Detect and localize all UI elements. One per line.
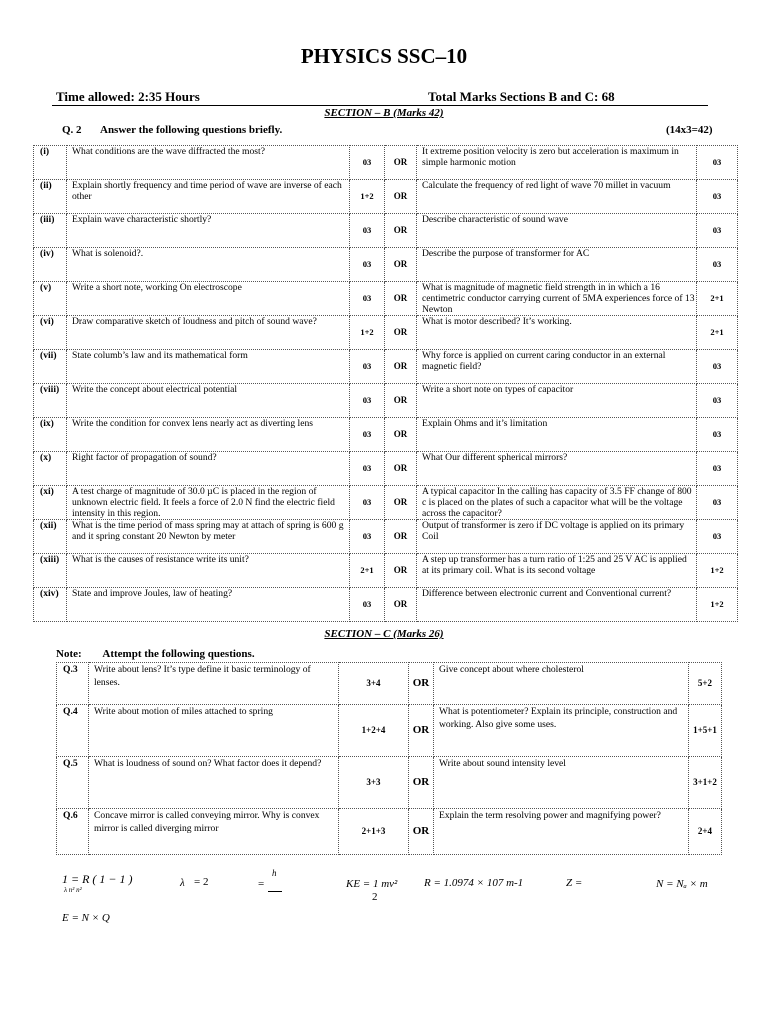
formula-h: h: [272, 868, 277, 878]
question-marks: 03: [350, 214, 385, 248]
question-text: Write a short note, working On electroscope: [67, 282, 350, 316]
question-marks: 03: [350, 486, 385, 520]
alternative-question-text: Explain Ohms and it’s limitation: [417, 418, 697, 452]
alternative-question-text: Give concept about where cholesterol: [434, 663, 689, 705]
question-number: Q.5: [57, 757, 89, 809]
question-row: [34, 248, 738, 282]
question-text: A test charge of magnitude of 30.0 µC is placed in the region of unknown electric field. It feels a force of 2.0 N find the electric field intensity in this region.: [67, 486, 350, 520]
question-text: Explain shortly frequency and time period of wave are inverse of each other: [67, 180, 350, 214]
question-number: (x): [34, 452, 67, 486]
question-marks: 1+2+4: [339, 705, 409, 757]
question-text: Right factor of propagation of sound?: [67, 452, 350, 486]
alternative-marks: 03: [697, 180, 738, 214]
question-marks: 03: [350, 418, 385, 452]
time-allowed: Time allowed: 2:35 Hours: [56, 89, 200, 104]
question-row: [57, 705, 722, 757]
alternative-marks: 5+2: [689, 663, 722, 705]
question-row: [34, 588, 738, 622]
alternative-marks: 03: [697, 486, 738, 520]
question-number: (viii): [34, 384, 67, 418]
question-number: (iv): [34, 248, 67, 282]
question-text: Write about lens? It’s type define it basic terminology of lenses.: [89, 663, 339, 705]
question-text: Write the concept about electrical potential: [67, 384, 350, 418]
question-number: (v): [34, 282, 67, 316]
alternative-marks: 2+4: [689, 809, 722, 855]
formula-eq-sign: =: [258, 878, 265, 890]
question-text: What is the causes of resistance write its unit?: [67, 554, 350, 588]
question-text: State columb’s law and its mathematical form: [67, 350, 350, 384]
alternative-question-text: It extreme position velocity is zero but acceleration is maximum in simple harmonic motion: [417, 146, 697, 180]
question-marks: 03: [350, 588, 385, 622]
q2-number: Q. 2: [62, 124, 82, 136]
or-label: OR: [385, 418, 417, 452]
question-marks: 1+2: [350, 316, 385, 350]
alternative-marks: 03: [697, 520, 738, 554]
formula-rydberg-sub: λ n² n²: [64, 886, 82, 894]
question-number: (xiii): [34, 554, 67, 588]
question-number: (vi): [34, 316, 67, 350]
question-number: (ii): [34, 180, 67, 214]
question-text: What is the time period of mass spring may at attach of spring is 600 g and it spring constant 20 Newton by meter: [67, 520, 350, 554]
alternative-marks: 1+5+1: [689, 705, 722, 757]
or-label: OR: [385, 486, 417, 520]
alternative-question-text: What is potentiometer? Explain its principle, construction and working. Also give some uses.: [434, 705, 689, 757]
question-row: [34, 554, 738, 588]
alternative-marks: 1+2: [697, 554, 738, 588]
question-row: [34, 452, 738, 486]
or-label: OR: [385, 350, 417, 384]
formula-r-value: R = 1.0974 × 107 m-1: [424, 877, 524, 889]
question-row: [57, 757, 722, 809]
alternative-marks: 03: [697, 384, 738, 418]
question-number: (xii): [34, 520, 67, 554]
question-row: [34, 180, 738, 214]
alternative-question-text: Explain the term resolving power and magnifying power?: [434, 809, 689, 855]
or-label: OR: [385, 588, 417, 622]
total-marks: Total Marks Sections B and C: 68: [428, 89, 615, 104]
question-marks: 03: [350, 248, 385, 282]
question-marks: 1+2: [350, 180, 385, 214]
question-row: [34, 486, 738, 520]
section-c-heading: SECTION – C (Marks 26): [324, 628, 444, 640]
q2-instruction: Answer the following questions briefly.: [100, 124, 283, 136]
alternative-marks: 03: [697, 214, 738, 248]
question-text: What is solenoid?.: [67, 248, 350, 282]
question-number: (xi): [34, 486, 67, 520]
question-text: What is loudness of sound on? What factor does it depend?: [89, 757, 339, 809]
or-label: OR: [385, 520, 417, 554]
note: [56, 648, 255, 660]
question-marks: 3+3: [339, 757, 409, 809]
formula-rydberg: 1 = R ( 1 − 1 ): [62, 872, 133, 886]
or-label: OR: [409, 757, 434, 809]
or-label: OR: [385, 214, 417, 248]
alternative-question-text: What is motor described? It’s working.: [417, 316, 697, 350]
or-label: OR: [385, 316, 417, 350]
formula-h-bar: [268, 891, 282, 892]
question-row: [57, 809, 722, 855]
alternative-marks: 03: [697, 418, 738, 452]
question-marks: 03: [350, 146, 385, 180]
or-label: OR: [409, 663, 434, 705]
alternative-question-text: Why force is applied on current caring conductor in an external magnetic field?: [417, 350, 697, 384]
note-instruction: Attempt the following questions.: [102, 648, 255, 660]
or-label: OR: [385, 180, 417, 214]
or-label: OR: [385, 554, 417, 588]
question-number: Q.6: [57, 809, 89, 855]
question-marks: 2+1: [350, 554, 385, 588]
or-label: OR: [385, 452, 417, 486]
alternative-marks: 03: [697, 248, 738, 282]
formula-eq2: = 2: [194, 876, 209, 888]
formula-n: N = Nₐ × m: [656, 878, 708, 890]
question-row: [57, 663, 722, 705]
question-text: Write the condition for convex lens nearly act as diverting lens: [67, 418, 350, 452]
formula-e: E = N × Q: [62, 912, 110, 924]
alternative-question-text: Describe the purpose of transformer for AC: [417, 248, 697, 282]
formula-ke: KE = 1 mv²: [346, 878, 398, 890]
or-label: OR: [409, 705, 434, 757]
question-text: Draw comparative sketch of loudness and pitch of sound wave?: [67, 316, 350, 350]
section-c-table: [56, 662, 722, 855]
question-row: [34, 282, 738, 316]
alternative-question-text: What is magnitude of magnetic field strength in in which a 16 centimetric conductor carrying current of 5MA experiences force of 13 Newton: [417, 282, 697, 316]
section-b-table: [33, 145, 738, 622]
alternative-marks: 2+1: [697, 282, 738, 316]
question-row: [34, 350, 738, 384]
alternative-marks: 03: [697, 452, 738, 486]
question-row: [34, 146, 738, 180]
question-text: State and improve Joules, law of heating?: [67, 588, 350, 622]
question-number: (ix): [34, 418, 67, 452]
question-row: [34, 418, 738, 452]
formula-z: Z =: [566, 877, 583, 889]
alternative-marks: 1+2: [697, 588, 738, 622]
or-label: OR: [385, 248, 417, 282]
alternative-question-text: A step up transformer has a turn ratio of 1:25 and 25 V AC is applied at its primary coil. What is its second voltage: [417, 554, 697, 588]
question-marks: 03: [350, 520, 385, 554]
question-text: Write about motion of miles attached to spring: [89, 705, 339, 757]
question-text: Concave mirror is called conveying mirror. Why is convex mirror is called diverging mirror: [89, 809, 339, 855]
note-label: Note:: [56, 648, 82, 660]
question-number: (vii): [34, 350, 67, 384]
alternative-question-text: Describe characteristic of sound wave: [417, 214, 697, 248]
question-number: Q.3: [57, 663, 89, 705]
question-text: What conditions are the wave diffracted the most?: [67, 146, 350, 180]
question-row: [34, 214, 738, 248]
question-row: [34, 316, 738, 350]
question-marks: 3+4: [339, 663, 409, 705]
question-number: Q.4: [57, 705, 89, 757]
alternative-marks: 03: [697, 146, 738, 180]
alternative-marks: 2+1: [697, 316, 738, 350]
or-label: OR: [385, 282, 417, 316]
or-label: OR: [385, 146, 417, 180]
question-marks: 03: [350, 452, 385, 486]
formula-ke-den: 2: [372, 891, 378, 903]
question-marks: 03: [350, 384, 385, 418]
question-text: Explain wave characteristic shortly?: [67, 214, 350, 248]
formula-lambda: λ: [180, 877, 185, 889]
header-rule: [52, 105, 708, 106]
alternative-question-text: What Our different spherical mirrors?: [417, 452, 697, 486]
alternative-marks: 03: [697, 350, 738, 384]
alternative-question-text: Write about sound intensity level: [434, 757, 689, 809]
alternative-question-text: Write a short note on types of capacitor: [417, 384, 697, 418]
alternative-question-text: A typical capacitor In the calling has capacity of 3.5 FF change of 800 c is placed on the plates of such a capacitor what will be the voltage across the capacitor?: [417, 486, 697, 520]
question-number: (iii): [34, 214, 67, 248]
alternative-question-text: Calculate the frequency of red light of wave 70 millet in vacuum: [417, 180, 697, 214]
section-b-heading: SECTION – B (Marks 42): [324, 107, 444, 119]
question-row: [34, 384, 738, 418]
or-label: OR: [409, 809, 434, 855]
question-number: (i): [34, 146, 67, 180]
page-title: PHYSICS SSC–10: [300, 44, 468, 68]
question-marks: 03: [350, 350, 385, 384]
alternative-marks: 3+1+2: [689, 757, 722, 809]
alternative-question-text: Output of transformer is zero if DC voltage is applied on its primary Coil: [417, 520, 697, 554]
or-label: OR: [385, 384, 417, 418]
alternative-question-text: Difference between electronic current and Conventional current?: [417, 588, 697, 622]
question-marks: 03: [350, 282, 385, 316]
question-marks: 2+1+3: [339, 809, 409, 855]
question-row: [34, 520, 738, 554]
question-number: (xiv): [34, 588, 67, 622]
q2-marks: (14x3=42): [666, 124, 713, 136]
